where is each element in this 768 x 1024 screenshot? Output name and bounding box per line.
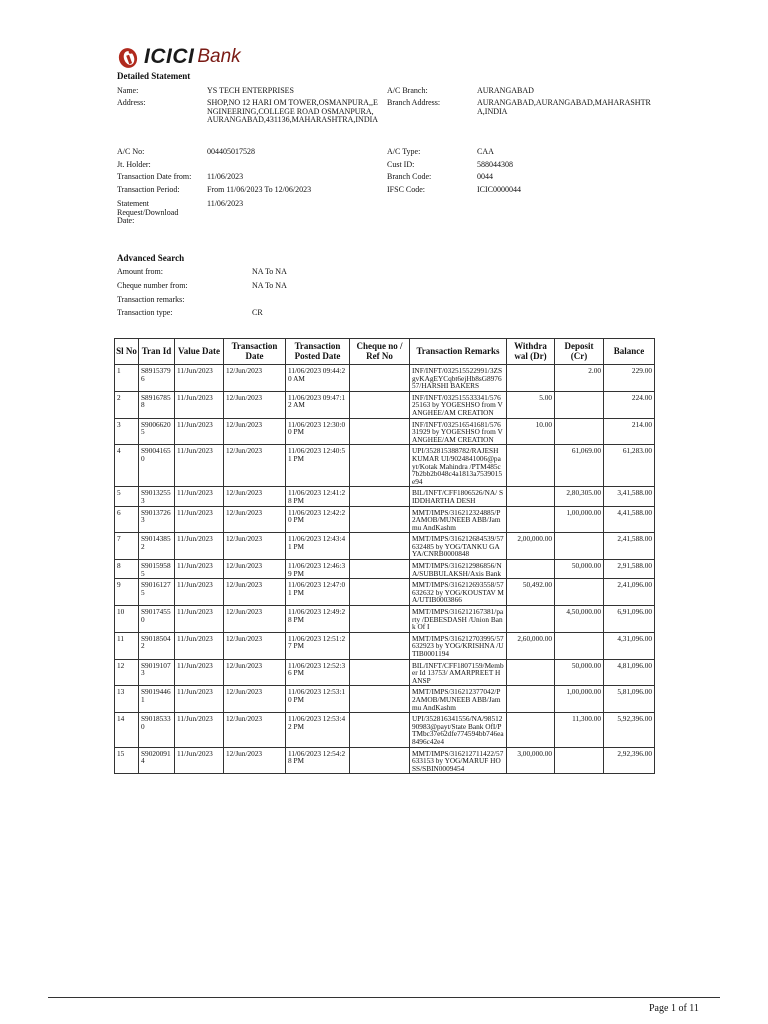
cell-remarks: UPI/352816341556/NA/9851290983@payt/State Bank OfI/PTMbc37e62dfe774594bb746ea8496c42e4: [410, 713, 507, 747]
cell-deposit: [555, 533, 604, 560]
cell-remarks: MMT/IMPS/316212377042/P2AMOB/MUNEEB ABB/Jammu AndKashm: [410, 686, 507, 713]
cell-cheque: [350, 560, 410, 579]
cell-deposit: 50,000.00: [555, 560, 604, 579]
header-cheque: Cheque no / Ref No: [350, 339, 410, 365]
cell-withdrawal: [507, 487, 555, 506]
cell-cheque: [350, 445, 410, 487]
header-withdrawal: Withdra wal (Dr): [507, 339, 555, 365]
cell-cheque: [350, 686, 410, 713]
header-remarks: Transaction Remarks: [410, 339, 507, 365]
cell-value-date: 11/Jun/2023: [175, 560, 224, 579]
cell-transaction-date: 12/Jun/2023: [224, 418, 286, 445]
cell-value-date: 11/Jun/2023: [175, 418, 224, 445]
cell-deposit: 2,80,305.00: [555, 487, 604, 506]
table-row: [115, 713, 655, 747]
table-row: [115, 487, 655, 506]
transaction-period: From 11/06/2023 To 12/06/2023: [207, 185, 312, 194]
cell-withdrawal: [507, 506, 555, 533]
ifsc-code: ICIC0000044: [477, 185, 521, 194]
cell-withdrawal: [507, 445, 555, 487]
cell-tran-id: S90191073: [139, 659, 175, 686]
cell-transaction-date: 12/Jun/2023: [224, 365, 286, 392]
cell-cheque: [350, 632, 410, 659]
cell-sl: 12: [115, 659, 139, 686]
cell-withdrawal: [507, 560, 555, 579]
cell-deposit: [555, 391, 604, 418]
cell-transaction-date: 12/Jun/2023: [224, 391, 286, 418]
cell-value-date: 11/Jun/2023: [175, 747, 224, 774]
cell-value-date: 11/Jun/2023: [175, 506, 224, 533]
page-number: Page 1 of 11: [649, 1003, 699, 1014]
cell-posted-date: 11/06/2023 12:46:39 PM: [286, 560, 350, 579]
cell-sl: 4: [115, 445, 139, 487]
cell-tran-id: S89153796: [139, 365, 175, 392]
cell-tran-id: S90041650: [139, 445, 175, 487]
cell-withdrawal: [507, 606, 555, 633]
cell-transaction-date: 12/Jun/2023: [224, 659, 286, 686]
cell-posted-date: 11/06/2023 12:42:20 PM: [286, 506, 350, 533]
cell-value-date: 11/Jun/2023: [175, 365, 224, 392]
cell-value-date: 11/Jun/2023: [175, 487, 224, 506]
cell-remarks: MMT/IMPS/316212684539/57632485 by YOG/TANKU GAYA/CNRB0000848: [410, 533, 507, 560]
account-number: 004405017528: [207, 147, 255, 156]
cell-sl: 13: [115, 686, 139, 713]
cell-cheque: [350, 747, 410, 774]
cell-sl: 7: [115, 533, 139, 560]
cell-deposit: [555, 579, 604, 606]
type-label: Transaction type:: [117, 308, 173, 317]
cell-balance: 61,283.00: [604, 445, 655, 487]
cell-transaction-date: 12/Jun/2023: [224, 686, 286, 713]
cell-tran-id: S90174550: [139, 606, 175, 633]
cell-cheque: [350, 418, 410, 445]
cell-transaction-date: 12/Jun/2023: [224, 713, 286, 747]
name-label: Name:: [117, 86, 139, 95]
account-branch: AURANGABAD: [477, 86, 534, 95]
jt-holder-label: Jt. Holder:: [117, 160, 151, 169]
cell-withdrawal: 5.00: [507, 391, 555, 418]
actype-label: A/C Type:: [387, 147, 421, 156]
cell-posted-date: 11/06/2023 12:41:28 PM: [286, 487, 350, 506]
amount-label: Amount from:: [117, 267, 163, 276]
cell-remarks: INF/INFT/032515522991/3ZSgvKAgEYCqbt6ejHb8sG897657/HARSHI BAKERS: [410, 365, 507, 392]
cell-remarks: BIL/INFT/CFF1807159/Member Id 13753/ AMARPREET HANSP: [410, 659, 507, 686]
cell-sl: 6: [115, 506, 139, 533]
account-address: SHOP,NO 12 HARI OM TOWER,OSMANPURA,,ENGINEERING,COLLEGE ROAD OSMANPURA,AURANGABAD,431136,MAHARASHTRA,INDIA: [207, 98, 379, 124]
ifsc-label: IFSC Code:: [387, 185, 426, 194]
cell-posted-date: 11/06/2023 09:44:20 AM: [286, 365, 350, 392]
cell-cheque: [350, 391, 410, 418]
cell-balance: 6,91,096.00: [604, 606, 655, 633]
cell-tran-id: S90161275: [139, 579, 175, 606]
cell-remarks: MMT/IMPS/316212693558/57632632 by YOG/KOUSTAV MA/UTIB0003866: [410, 579, 507, 606]
cell-balance: 4,81,096.00: [604, 659, 655, 686]
cell-sl: 8: [115, 560, 139, 579]
date-from: 11/06/2023: [207, 172, 244, 181]
cell-transaction-date: 12/Jun/2023: [224, 747, 286, 774]
cell-transaction-date: 12/Jun/2023: [224, 445, 286, 487]
customer-id: 588044308: [477, 160, 513, 169]
cell-sl: 5: [115, 487, 139, 506]
cell-remarks: UPI/352815388782/RAJESH KUMAR UI/9024841006@payt/Kotak Mahindra /PTM485c7b2bb2b048c4a1813a7539015e94: [410, 445, 507, 487]
cell-transaction-date: 12/Jun/2023: [224, 579, 286, 606]
cell-tran-id: S90185330: [139, 713, 175, 747]
cell-value-date: 11/Jun/2023: [175, 606, 224, 633]
cell-cheque: [350, 659, 410, 686]
cell-sl: 11: [115, 632, 139, 659]
cell-posted-date: 11/06/2023 12:43:41 PM: [286, 533, 350, 560]
icici-logo-icon: [116, 44, 142, 70]
header-transaction-date: Transaction Date: [224, 339, 286, 365]
table-row: [115, 506, 655, 533]
cell-transaction-date: 12/Jun/2023: [224, 606, 286, 633]
cell-deposit: 50,000.00: [555, 659, 604, 686]
cell-value-date: 11/Jun/2023: [175, 686, 224, 713]
table-row: [115, 391, 655, 418]
cell-remarks: MMT/IMPS/316212703995/57632923 by YOG/KRISHNA /UTIB0001194: [410, 632, 507, 659]
cell-value-date: 11/Jun/2023: [175, 533, 224, 560]
cell-value-date: 11/Jun/2023: [175, 445, 224, 487]
cell-cheque: [350, 506, 410, 533]
cell-posted-date: 11/06/2023 12:51:27 PM: [286, 632, 350, 659]
acno-label: A/C No:: [117, 147, 145, 156]
cell-remarks: INF/INFT/032516541681/57631929 by YOGESHSO from VANGHEE/AM CREATION: [410, 418, 507, 445]
cell-cheque: [350, 579, 410, 606]
cell-balance: 214.00: [604, 418, 655, 445]
cell-sl: 15: [115, 747, 139, 774]
header-tran-id: Tran Id: [139, 339, 175, 365]
cell-remarks: MMT/IMPS/316212167381/party /DEBESDASH /Union Bank Of I: [410, 606, 507, 633]
cell-posted-date: 11/06/2023 12:53:10 PM: [286, 686, 350, 713]
cell-value-date: 11/Jun/2023: [175, 579, 224, 606]
table-row: [115, 579, 655, 606]
cell-value-date: 11/Jun/2023: [175, 659, 224, 686]
cell-balance: 2,92,396.00: [604, 747, 655, 774]
cell-remarks: MMT/IMPS/316212711422/57633153 by YOG/MARUF HOSS/SBIN0009454: [410, 747, 507, 774]
table-row: [115, 560, 655, 579]
advanced-search-title: Advanced Search: [117, 253, 185, 263]
table-row: [115, 659, 655, 686]
table-row: [115, 533, 655, 560]
address-label: Address:: [117, 98, 146, 107]
cell-balance: 5,81,096.00: [604, 686, 655, 713]
request-date-label: Statement Request/Download Date:: [117, 199, 179, 225]
amount-value: NA To NA: [252, 267, 287, 276]
branch-address-label: Branch Address:: [387, 98, 441, 107]
cell-deposit: 4,50,000.00: [555, 606, 604, 633]
cell-deposit: 2.00: [555, 365, 604, 392]
cell-cheque: [350, 606, 410, 633]
cell-deposit: [555, 418, 604, 445]
header-posted-date: Transaction Posted Date: [286, 339, 350, 365]
cell-sl: 2: [115, 391, 139, 418]
cell-posted-date: 11/06/2023 12:47:01 PM: [286, 579, 350, 606]
cell-sl: 9: [115, 579, 139, 606]
cell-balance: 224.00: [604, 391, 655, 418]
transactions-table: [114, 338, 655, 774]
cell-cheque: [350, 713, 410, 747]
cell-posted-date: 11/06/2023 12:53:42 PM: [286, 713, 350, 747]
cell-posted-date: 11/06/2023 12:30:00 PM: [286, 418, 350, 445]
header-deposit: Deposit (Cr): [555, 339, 604, 365]
cell-tran-id: S90200914: [139, 747, 175, 774]
custid-label: Cust ID:: [387, 160, 415, 169]
cell-transaction-date: 12/Jun/2023: [224, 506, 286, 533]
bank-logo: [116, 42, 241, 72]
account-name: YS TECH ENTERPRISES: [207, 86, 294, 95]
statement-title: Detailed Statement: [117, 71, 191, 81]
remarks-label: Transaction remarks:: [117, 295, 185, 304]
cell-withdrawal: 10.00: [507, 418, 555, 445]
cell-tran-id: S90066205: [139, 418, 175, 445]
cell-value-date: 11/Jun/2023: [175, 391, 224, 418]
cell-withdrawal: 50,492.00: [507, 579, 555, 606]
cell-deposit: [555, 747, 604, 774]
cell-withdrawal: [507, 686, 555, 713]
cell-remarks: INF/INFT/032515533341/57625163 by YOGESHSO from VANGHEE/AM CREATION: [410, 391, 507, 418]
cell-withdrawal: 2,00,000.00: [507, 533, 555, 560]
branch-code: 0044: [477, 172, 493, 181]
cell-transaction-date: 12/Jun/2023: [224, 560, 286, 579]
header-balance: Balance: [604, 339, 655, 365]
cell-tran-id: S90185042: [139, 632, 175, 659]
cell-sl: 1: [115, 365, 139, 392]
brand-suffix: Bank: [197, 46, 241, 67]
header-value-date: Value Date: [175, 339, 224, 365]
cell-value-date: 11/Jun/2023: [175, 713, 224, 747]
brand-name: ICICI: [144, 45, 195, 68]
cell-balance: 2,41,096.00: [604, 579, 655, 606]
cell-cheque: [350, 487, 410, 506]
cell-balance: 2,91,588.00: [604, 560, 655, 579]
account-type: CAA: [477, 147, 494, 156]
cell-tran-id: S89167858: [139, 391, 175, 418]
cell-balance: 2,41,588.00: [604, 533, 655, 560]
cell-tran-id: S90137263: [139, 506, 175, 533]
cell-withdrawal: 2,60,000.00: [507, 632, 555, 659]
cell-deposit: 11,300.00: [555, 713, 604, 747]
cell-sl: 3: [115, 418, 139, 445]
cell-cheque: [350, 365, 410, 392]
type-value: CR: [252, 308, 263, 317]
cell-tran-id: S90132553: [139, 487, 175, 506]
cell-transaction-date: 12/Jun/2023: [224, 487, 286, 506]
cell-transaction-date: 12/Jun/2023: [224, 533, 286, 560]
date-from-label: Transaction Date from:: [117, 172, 192, 181]
header-sl: Sl No: [115, 339, 139, 365]
cell-balance: 4,31,096.00: [604, 632, 655, 659]
cell-balance: 5,92,396.00: [604, 713, 655, 747]
cell-sl: 10: [115, 606, 139, 633]
cell-sl: 14: [115, 713, 139, 747]
cheque-value: NA To NA: [252, 281, 287, 290]
branch-label: A/C Branch:: [387, 86, 428, 95]
table-row: [115, 445, 655, 487]
table-row: [115, 686, 655, 713]
cell-withdrawal: 3,00,000.00: [507, 747, 555, 774]
cell-deposit: 1,00,000.00: [555, 686, 604, 713]
cell-posted-date: 11/06/2023 09:47:12 AM: [286, 391, 350, 418]
cell-tran-id: S90143852: [139, 533, 175, 560]
cell-deposit: 1,00,000.00: [555, 506, 604, 533]
table-row: [115, 606, 655, 633]
cheque-label: Cheque number from:: [117, 281, 188, 290]
cell-remarks: MMT/IMPS/316212986856/NA/SUBBULAKSH/Axis Bank: [410, 560, 507, 579]
cell-cheque: [350, 533, 410, 560]
branch-address: AURANGABAD,AURANGABAD,MAHARASHTRA,INDIA: [477, 98, 651, 116]
table-row: [115, 632, 655, 659]
table-row: [115, 365, 655, 392]
table-row: [115, 747, 655, 774]
cell-posted-date: 11/06/2023 12:54:28 PM: [286, 747, 350, 774]
cell-posted-date: 11/06/2023 12:40:51 PM: [286, 445, 350, 487]
cell-tran-id: S90159585: [139, 560, 175, 579]
cell-deposit: 61,069.00: [555, 445, 604, 487]
period-label: Transaction Period:: [117, 185, 180, 194]
cell-withdrawal: [507, 659, 555, 686]
cell-balance: 229.00: [604, 365, 655, 392]
table-header-row: [115, 339, 655, 365]
cell-withdrawal: [507, 365, 555, 392]
cell-transaction-date: 12/Jun/2023: [224, 632, 286, 659]
cell-tran-id: S90194461: [139, 686, 175, 713]
cell-value-date: 11/Jun/2023: [175, 632, 224, 659]
table-row: [115, 418, 655, 445]
cell-remarks: MMT/IMPS/316212324885/P2AMOB/MUNEEB ABB/Jammu AndKashm: [410, 506, 507, 533]
cell-balance: 4,41,588.00: [604, 506, 655, 533]
cell-remarks: BIL/INFT/CFF1806526/NA/ SIDDHARTHA DESH: [410, 487, 507, 506]
request-date: 11/06/2023: [207, 199, 244, 208]
cell-posted-date: 11/06/2023 12:52:36 PM: [286, 659, 350, 686]
branch-code-label: Branch Code:: [387, 172, 432, 181]
cell-withdrawal: [507, 713, 555, 747]
footer-divider: [48, 997, 720, 998]
cell-deposit: [555, 632, 604, 659]
cell-balance: 3,41,588.00: [604, 487, 655, 506]
cell-posted-date: 11/06/2023 12:49:28 PM: [286, 606, 350, 633]
